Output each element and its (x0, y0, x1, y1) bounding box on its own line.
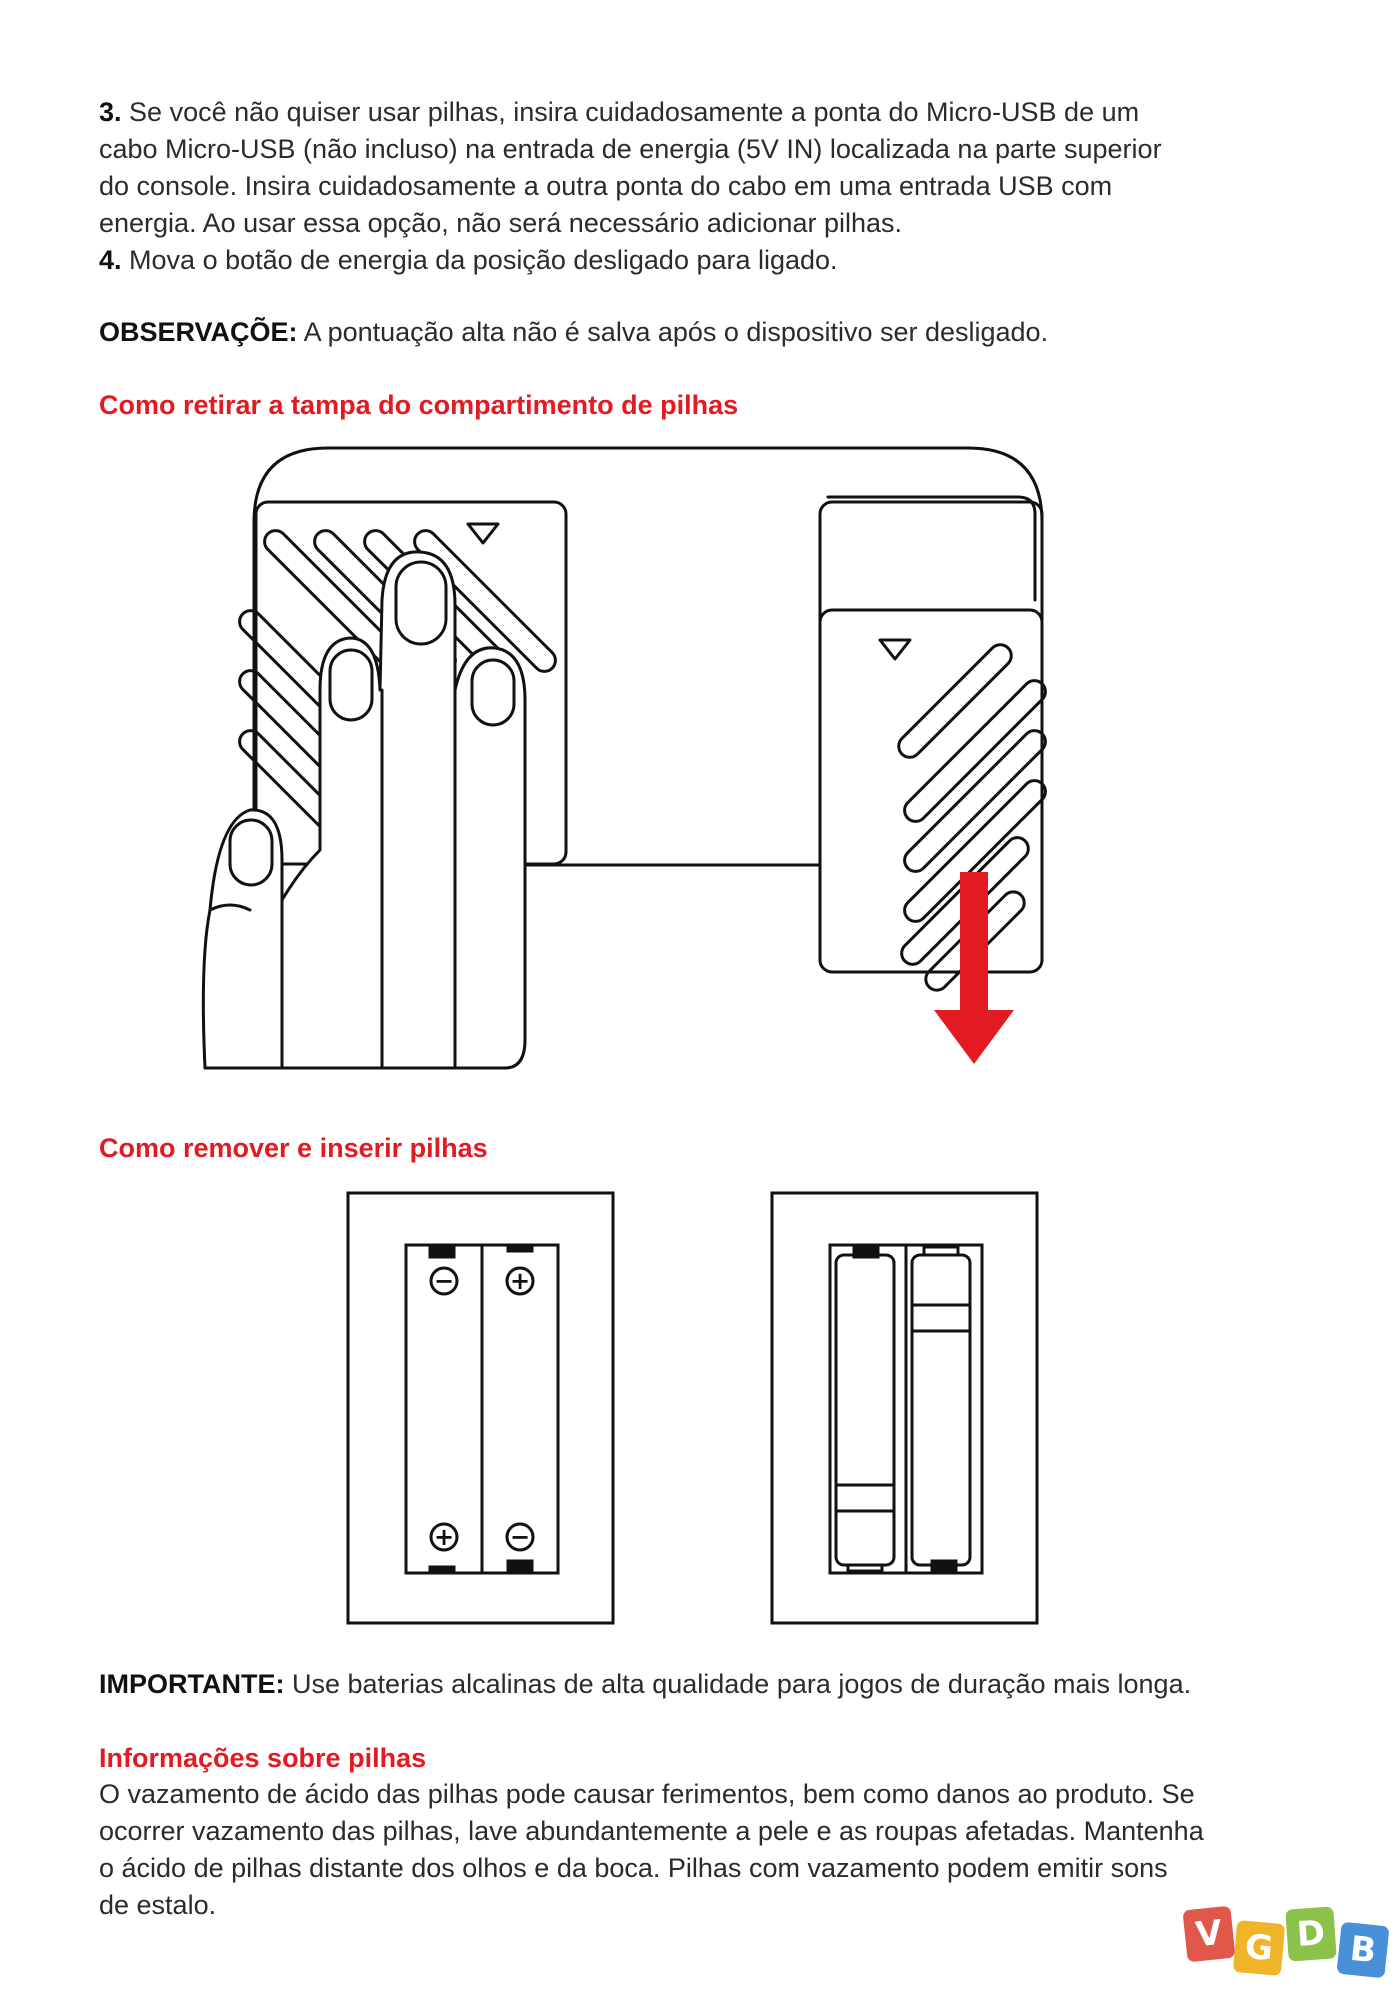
step-text-line: cabo Micro-USB (não incluso) na entrada de energia (5V IN) localizada na parte superior (99, 134, 1162, 164)
paragraph-line: o ácido de pilhas distante dos olhos e da boca. Pilhas com vazamento podem emitir sons (99, 1853, 1168, 1883)
polarity-plus: + (433, 1523, 455, 1551)
right-inner-frame (828, 497, 1035, 600)
logo-tile: B (1336, 1922, 1389, 1979)
logo-tile: V (1182, 1906, 1235, 1963)
cover-removal-illustration (190, 440, 1170, 1080)
paragraph-line: O vazamento de ácido das pilhas pode causar ferimentos, bem como danos ao produto. Se (99, 1779, 1195, 1809)
polarity-minus: − (433, 1267, 455, 1295)
logo-tile: D (1285, 1906, 1337, 1961)
paragraph-line: de estalo. (99, 1890, 217, 1920)
battery-info-paragraph (99, 1776, 1349, 1924)
logo-tile: G (1233, 1920, 1285, 1976)
note-observacao (99, 314, 1339, 351)
note-label: IMPORTANTE: (99, 1669, 285, 1699)
hand-illustration (203, 552, 525, 1068)
note-importante (99, 1666, 1339, 1703)
battery-removal-illustration (340, 1185, 1060, 1625)
section-title-cover: Como retirar a tampa do compartimento de pilhas (99, 390, 739, 420)
vgdb-watermark-logo (1185, 1908, 1400, 2000)
polarity-minus: − (509, 1523, 531, 1551)
note-label: OBSERVAÇÕE: (99, 317, 298, 347)
step-text-line: energia. Ao usar essa opção, não será necessário adicionar pilhas. (99, 208, 902, 238)
note-text: Use baterias alcalinas de alta qualidade para jogos de duração mais longa. (292, 1669, 1192, 1699)
polarity-plus: + (509, 1267, 531, 1295)
step-number: 3. (99, 97, 122, 127)
paragraph-line: ocorrer vazamento das pilhas, lave abundantemente a pele e as roupas afetadas. Mantenha (99, 1816, 1204, 1846)
left-cover-arrow-icon (468, 524, 498, 543)
battery-aa-left (836, 1255, 894, 1565)
step-text-line: Mova o botão de energia da posição desligado para ligado. (129, 245, 838, 275)
step-text-line: do console. Insira cuidadosamente a outra ponta do cabo em uma entrada USB com (99, 171, 1113, 201)
section-title-batteries: Como remover e inserir pilhas (99, 1133, 488, 1163)
battery-aa-right (912, 1255, 970, 1565)
step-text-line: Se você não quiser usar pilhas, insira cuidadosamente a ponta do Micro-USB de um (129, 97, 1140, 127)
step-number: 4. (99, 245, 122, 275)
step-3 (99, 94, 1319, 242)
section-title-battery-info: Informações sobre pilhas (99, 1743, 427, 1773)
step-4 (99, 242, 1319, 279)
note-text: A pontuação alta não é salva após o dispositivo ser desligado. (303, 317, 1049, 347)
